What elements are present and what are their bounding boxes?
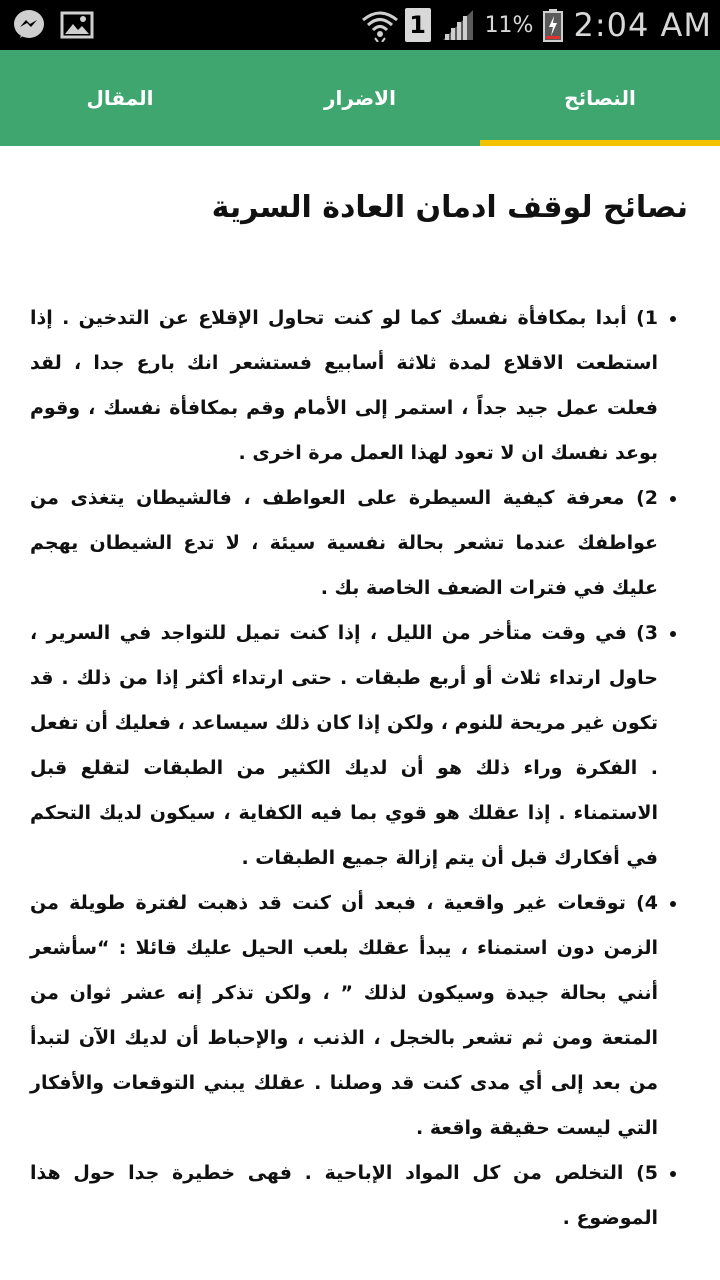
tab-tips[interactable]: النصائح — [564, 86, 636, 110]
status-bar — [0, 0, 720, 50]
list-item: • 2) معرفة كيفية السيطرة على العواطف ، فالشيطان يتغذى من عواطفك عندما تشعر بحالة نفسية سيئة ، لا تدع الشيطان يهجم عليك في فترات الضعف الخاصة بك . — [30, 476, 658, 611]
messenger-icon — [12, 8, 46, 42]
signal-icon — [441, 8, 475, 42]
sim-number: 1 — [409, 11, 426, 39]
battery-percent: 11% — [484, 12, 534, 38]
clock: 2:04 AM — [573, 6, 712, 44]
article-title: نصائح لوقف ادمان العادة السرية — [211, 190, 688, 225]
list-item: • 1) أبدا بمكافأة نفسك كما لو كنت تحاول الإقلاع عن التدخين . إذا استطعت الاقلاع لمدة ثلاثة أسابيع فستشعر انك بارع جدا ، لقد فعلت عمل جيد جداً ، استمر إلى الأمام وقم بمكافأة نفسك ، وقوم بوعد نفسك ان لا تعود لهذا العمل مرة اخرى . — [30, 296, 658, 476]
wifi-icon — [361, 8, 395, 42]
list-item: • 3) في وقت متأخر من الليل ، إذا كنت تميل للتواجد في السرير ، حاول ارتداء ثلاث أو أربع طبقات . حتى ارتداء أكثر إذا من ذلك . قد تكون غير مريحة للنوم ، ولكن إذا كان ذلك سيساعد ، فعليك أن تفعل . الفكرة وراء ذلك هو أن لديك الكثير من الطبقات لتقلع قبل الاستمناء . إذا عقلك هو قوي بما فيه الكفاية ، سيكون لديك التحكم في أفكارك قبل أن يتم إزالة جميع الطبقات . — [30, 611, 658, 881]
content-scroll-area[interactable] — [0, 146, 720, 1280]
list-item: • 4) توقعات غير واقعية ، فبعد أن كنت قد ذهبت لفترة طويلة من الزمن دون استمناء ، يبدأ عقلك بلعب الحيل عليك قائلا : “سأشعر أنني بحالة جيدة وسيكون لذلك ” ، ولكن تذكر إنه عشر ثوان من المتعة ومن ثم تشعر بالخجل ، الذنب ، والإحباط أن لديك الآن لتبدأ من بعد إلى أي مدى كنت قد وصلنا . عقلك يبني التوقعات والأفكار التي ليست حقيقة واقعة . — [30, 881, 658, 1151]
battery-icon — [543, 8, 563, 42]
tips-list — [30, 296, 690, 1241]
list-item: • 5) التخلص من كل المواد الإباحية . فهى خطيرة جدا حول هذا الموضوع . — [30, 1151, 658, 1241]
tab-harms[interactable]: الاضرار — [324, 86, 396, 110]
tab-article[interactable]: المقال — [86, 86, 154, 110]
sim-icon — [405, 8, 431, 42]
gallery-icon — [60, 8, 94, 42]
tab-bar — [0, 50, 720, 146]
